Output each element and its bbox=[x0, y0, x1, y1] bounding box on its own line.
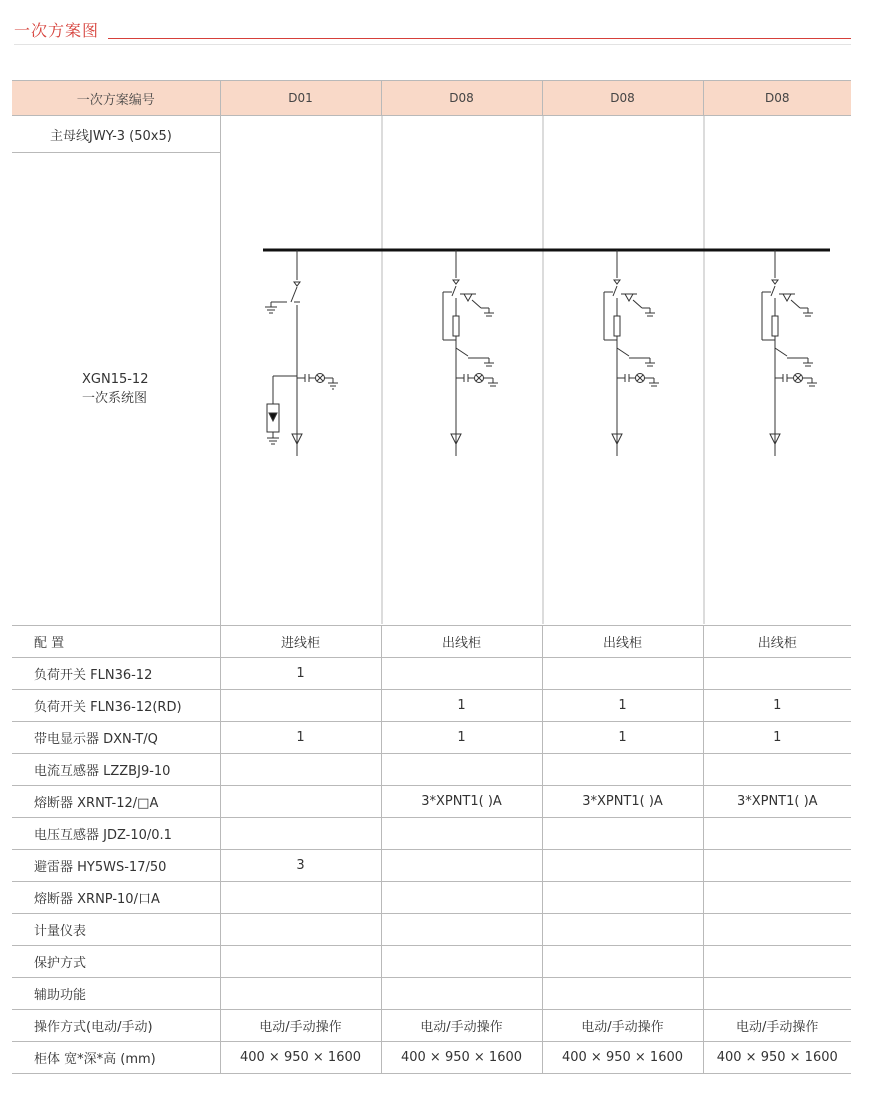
table-row bbox=[12, 882, 851, 914]
row-value bbox=[703, 818, 851, 850]
header-label: 一次方案编号 bbox=[12, 81, 220, 116]
diagram-label-line1: XGN15-12 bbox=[82, 372, 149, 387]
row-value bbox=[220, 882, 381, 914]
table-row bbox=[12, 978, 851, 1010]
row-value: 1 bbox=[703, 722, 851, 754]
row-value bbox=[381, 754, 542, 786]
row-label: 配 置 bbox=[12, 626, 220, 658]
row-label: 操作方式(电动/手动) bbox=[12, 1010, 220, 1042]
row-value bbox=[381, 978, 542, 1010]
config-rows bbox=[12, 626, 851, 1074]
row-value: 400 × 950 × 1600 bbox=[381, 1042, 542, 1074]
title-rule bbox=[108, 38, 851, 39]
diagram-label-cell bbox=[12, 116, 220, 626]
row-value bbox=[703, 946, 851, 978]
scheme-id-cell: D01 bbox=[220, 81, 381, 116]
title-underline bbox=[14, 44, 851, 45]
row-label: 柜体 宽*深*高 (mm) bbox=[12, 1042, 220, 1074]
table-row bbox=[12, 946, 851, 978]
scheme-id-cell: D08 bbox=[703, 81, 851, 116]
row-value: 进线柜 bbox=[220, 626, 381, 658]
row-value: 电动/手动操作 bbox=[220, 1010, 381, 1042]
row-value: 1 bbox=[703, 690, 851, 722]
row-value bbox=[381, 914, 542, 946]
row-value: 电动/手动操作 bbox=[381, 1010, 542, 1042]
row-value: 1 bbox=[381, 722, 542, 754]
row-value bbox=[381, 882, 542, 914]
row-value: 3 bbox=[220, 850, 381, 882]
table-row bbox=[12, 786, 851, 818]
row-value: 3*XPNT1( )A bbox=[542, 786, 703, 818]
table-row bbox=[12, 658, 851, 690]
row-value: 1 bbox=[220, 722, 381, 754]
row-label: 熔断器 XRNP-10/口A bbox=[12, 882, 220, 914]
scheme-table bbox=[12, 80, 851, 1074]
table-row bbox=[12, 626, 851, 658]
d08-outgoing-diagram-1 bbox=[443, 250, 498, 456]
row-value bbox=[220, 818, 381, 850]
row-label: 负荷开关 FLN36-12 bbox=[12, 658, 220, 690]
row-value bbox=[703, 754, 851, 786]
row-value bbox=[542, 850, 703, 882]
row-value: 3*XPNT1( )A bbox=[703, 786, 851, 818]
row-label: 电流互感器 LZZBJ9-10 bbox=[12, 754, 220, 786]
row-value: 400 × 950 × 1600 bbox=[703, 1042, 851, 1074]
row-value: 出线柜 bbox=[542, 626, 703, 658]
table-row bbox=[12, 1042, 851, 1074]
table-row bbox=[12, 1010, 851, 1042]
diagram-label-line2: 一次系统图 bbox=[82, 391, 148, 406]
row-label: 带电显示器 DXN-T/Q bbox=[12, 722, 220, 754]
row-value bbox=[542, 818, 703, 850]
busbar-label: 主母线JWY-3 (50x5) bbox=[12, 116, 220, 153]
table-row bbox=[12, 818, 851, 850]
row-value: 出线柜 bbox=[381, 626, 542, 658]
diagram-row bbox=[12, 116, 851, 626]
row-value bbox=[381, 658, 542, 690]
row-value: 400 × 950 × 1600 bbox=[542, 1042, 703, 1074]
table-row bbox=[12, 914, 851, 946]
system-diagram-label bbox=[12, 153, 220, 625]
table-row bbox=[12, 690, 851, 722]
row-value bbox=[220, 786, 381, 818]
row-value bbox=[542, 754, 703, 786]
row-value: 1 bbox=[542, 690, 703, 722]
page-title: 一次方案图 bbox=[14, 21, 100, 40]
row-value bbox=[381, 818, 542, 850]
row-value: 400 × 950 × 1600 bbox=[220, 1042, 381, 1074]
table-row bbox=[12, 754, 851, 786]
row-value bbox=[703, 850, 851, 882]
d08-outgoing-diagram-2 bbox=[604, 250, 659, 456]
row-label: 辅助功能 bbox=[12, 978, 220, 1010]
row-value: 电动/手动操作 bbox=[542, 1010, 703, 1042]
scheme-id-cell: D08 bbox=[381, 81, 542, 116]
scheme-id-cell: D08 bbox=[542, 81, 703, 116]
d08-outgoing-diagram-3 bbox=[762, 250, 817, 456]
row-value bbox=[542, 882, 703, 914]
row-value bbox=[542, 946, 703, 978]
row-label: 避雷器 HY5WS-17/50 bbox=[12, 850, 220, 882]
table-row bbox=[12, 850, 851, 882]
row-label: 电压互感器 JDZ-10/0.1 bbox=[12, 818, 220, 850]
row-value bbox=[703, 978, 851, 1010]
d01-incoming-diagram bbox=[265, 250, 338, 456]
row-value: 1 bbox=[381, 690, 542, 722]
row-value: 1 bbox=[542, 722, 703, 754]
diagram-area bbox=[220, 116, 851, 626]
row-value bbox=[542, 658, 703, 690]
row-label: 负荷开关 FLN36-12(RD) bbox=[12, 690, 220, 722]
row-value bbox=[542, 978, 703, 1010]
row-label: 计量仪表 bbox=[12, 914, 220, 946]
row-value bbox=[542, 914, 703, 946]
row-value: 出线柜 bbox=[703, 626, 851, 658]
row-value bbox=[703, 658, 851, 690]
row-value bbox=[220, 978, 381, 1010]
row-value bbox=[220, 690, 381, 722]
table-row bbox=[12, 722, 851, 754]
row-value bbox=[220, 914, 381, 946]
row-value: 3*XPNT1( )A bbox=[381, 786, 542, 818]
row-label: 保护方式 bbox=[12, 946, 220, 978]
row-value bbox=[703, 914, 851, 946]
row-value bbox=[703, 882, 851, 914]
row-value bbox=[220, 754, 381, 786]
single-line-diagrams bbox=[221, 116, 852, 624]
row-value bbox=[381, 850, 542, 882]
row-label: 熔断器 XRNT-12/□A bbox=[12, 786, 220, 818]
row-value bbox=[220, 946, 381, 978]
row-value bbox=[381, 946, 542, 978]
row-value: 1 bbox=[220, 658, 381, 690]
row-value: 电动/手动操作 bbox=[703, 1010, 851, 1042]
table-header-row bbox=[12, 81, 851, 116]
